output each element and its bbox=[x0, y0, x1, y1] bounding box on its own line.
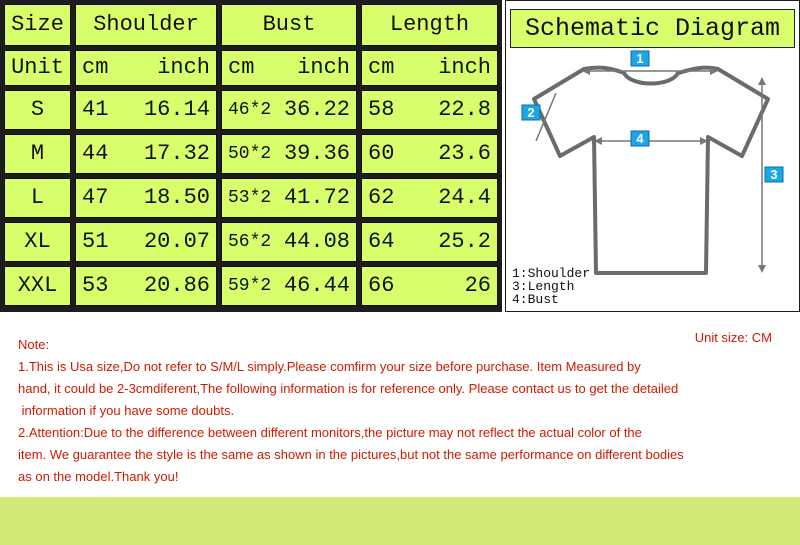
bust-inch: 39.36 bbox=[283, 141, 350, 166]
shoulder-inch: 20.86 bbox=[143, 273, 210, 298]
length-m bbox=[361, 134, 498, 174]
header-length bbox=[361, 4, 498, 46]
unit-cm: cm bbox=[82, 55, 109, 80]
note-line: item. We guarantee the style is the same as shown in the pictures,but not the same performance on different bodies bbox=[18, 447, 684, 462]
unit-label-cell bbox=[4, 50, 71, 86]
length-inch: 25.2 bbox=[438, 229, 491, 254]
unit-label: Unit bbox=[11, 55, 64, 80]
length-arrow-top-head bbox=[758, 77, 766, 85]
marker-1-label: 1 bbox=[636, 51, 644, 66]
note-line: 1.This is Usa size,Do not refer to S/M/L simply.Please comfirm your size before purchase. Item Measured by bbox=[18, 359, 641, 374]
bust-inch: 44.08 bbox=[283, 229, 350, 254]
header-bust bbox=[221, 4, 357, 46]
header-size bbox=[4, 4, 71, 46]
length-inch: 23.6 bbox=[438, 141, 491, 166]
length-inch: 24.4 bbox=[438, 185, 491, 210]
bust-inch: 41.72 bbox=[283, 185, 350, 210]
length-cm: 64 bbox=[368, 229, 395, 254]
size-xl bbox=[4, 222, 71, 262]
bust-xl bbox=[221, 222, 357, 262]
unit-shoulder bbox=[75, 50, 217, 86]
shoulder-cm: 53 bbox=[82, 273, 109, 298]
unit-bust bbox=[221, 50, 357, 86]
footer-bar bbox=[0, 497, 800, 545]
bust-cm: 59*2 bbox=[228, 276, 272, 296]
shoulder-s bbox=[75, 90, 217, 130]
size-s bbox=[4, 90, 71, 130]
size-m bbox=[4, 134, 71, 174]
bust-cm: 46*2 bbox=[228, 100, 272, 120]
shoulder-inch: 16.14 bbox=[143, 97, 210, 122]
unit-inch: inch bbox=[297, 55, 350, 80]
size-label: XXL bbox=[17, 273, 58, 298]
header-shoulder-label: Shoulder bbox=[93, 12, 199, 37]
size-chart-table bbox=[0, 0, 502, 312]
length-xxl bbox=[361, 266, 498, 306]
bust-xxl bbox=[221, 266, 357, 306]
bust-s bbox=[221, 90, 357, 130]
length-arrow-bottom-head bbox=[758, 265, 766, 273]
bust-cm: 56*2 bbox=[228, 232, 272, 252]
note-line: as on the model.Thank you! bbox=[18, 469, 179, 484]
shoulder-m bbox=[75, 134, 217, 174]
length-cm: 62 bbox=[368, 185, 395, 210]
size-label: S bbox=[30, 97, 45, 122]
unit-cm: cm bbox=[228, 55, 255, 80]
schematic-diagram-panel bbox=[505, 0, 800, 312]
length-cm: 58 bbox=[368, 97, 395, 122]
length-cm: 66 bbox=[368, 273, 395, 298]
length-cm: 60 bbox=[368, 141, 395, 166]
shoulder-inch: 20.07 bbox=[143, 229, 210, 254]
size-label: L bbox=[30, 185, 45, 210]
shoulder-cm: 44 bbox=[82, 141, 109, 166]
note-line: information if you have some doubts. bbox=[18, 403, 235, 418]
header-length-label: Length bbox=[389, 12, 470, 37]
length-xl bbox=[361, 222, 498, 262]
length-inch: 26 bbox=[464, 273, 491, 298]
header-shoulder bbox=[75, 4, 217, 46]
size-l bbox=[4, 178, 71, 218]
shoulder-cm: 51 bbox=[82, 229, 109, 254]
size-label: XL bbox=[24, 229, 51, 254]
unit-inch: inch bbox=[438, 55, 491, 80]
shoulder-cm: 41 bbox=[82, 97, 109, 122]
legend-length: 3:Length bbox=[512, 279, 575, 294]
unit-length bbox=[361, 50, 498, 86]
shoulder-cm: 47 bbox=[82, 185, 109, 210]
diagram-legend bbox=[512, 267, 590, 306]
legend-shoulder: 1:Shoulder bbox=[512, 266, 591, 281]
legend-bust: 4:Bust bbox=[512, 292, 559, 307]
unit-inch: inch bbox=[157, 55, 210, 80]
length-l bbox=[361, 178, 498, 218]
marker-4-label: 4 bbox=[636, 131, 644, 146]
bust-cm: 53*2 bbox=[228, 188, 272, 208]
length-s bbox=[361, 90, 498, 130]
header-size-label: Size bbox=[11, 12, 64, 37]
shoulder-xxl bbox=[75, 266, 217, 306]
length-inch: 22.8 bbox=[438, 97, 491, 122]
bust-l bbox=[221, 178, 357, 218]
shoulder-l bbox=[75, 178, 217, 218]
bust-inch: 46.44 bbox=[283, 273, 350, 298]
marker-2-label: 2 bbox=[527, 105, 535, 120]
bust-inch: 36.22 bbox=[283, 97, 350, 122]
marker-3-label: 3 bbox=[770, 167, 778, 182]
bust-cm: 50*2 bbox=[228, 144, 272, 164]
shoulder-inch: 17.32 bbox=[143, 141, 210, 166]
shoulder-inch: 18.50 bbox=[143, 185, 210, 210]
note-line: 2.Attention:Due to the difference between different monitors,the picture may not reflect the actual color of the bbox=[18, 425, 642, 440]
unit-cm: cm bbox=[368, 55, 395, 80]
diagram-title: Schematic Diagram bbox=[510, 9, 795, 48]
note-line: hand, it could be 2-3cmdiferent,The following information is for reference only. Please contact us to get the detailed bbox=[18, 381, 679, 396]
tshirt-outline bbox=[534, 68, 768, 273]
size-label: M bbox=[30, 141, 45, 166]
header-bust-label: Bust bbox=[262, 12, 316, 37]
notes-title: Note: bbox=[18, 337, 50, 352]
bust-m bbox=[221, 134, 357, 174]
shoulder-xl bbox=[75, 222, 217, 262]
notes-section bbox=[18, 330, 788, 488]
size-xxl bbox=[4, 266, 71, 306]
unit-size-note: Unit size: CM bbox=[694, 330, 772, 345]
